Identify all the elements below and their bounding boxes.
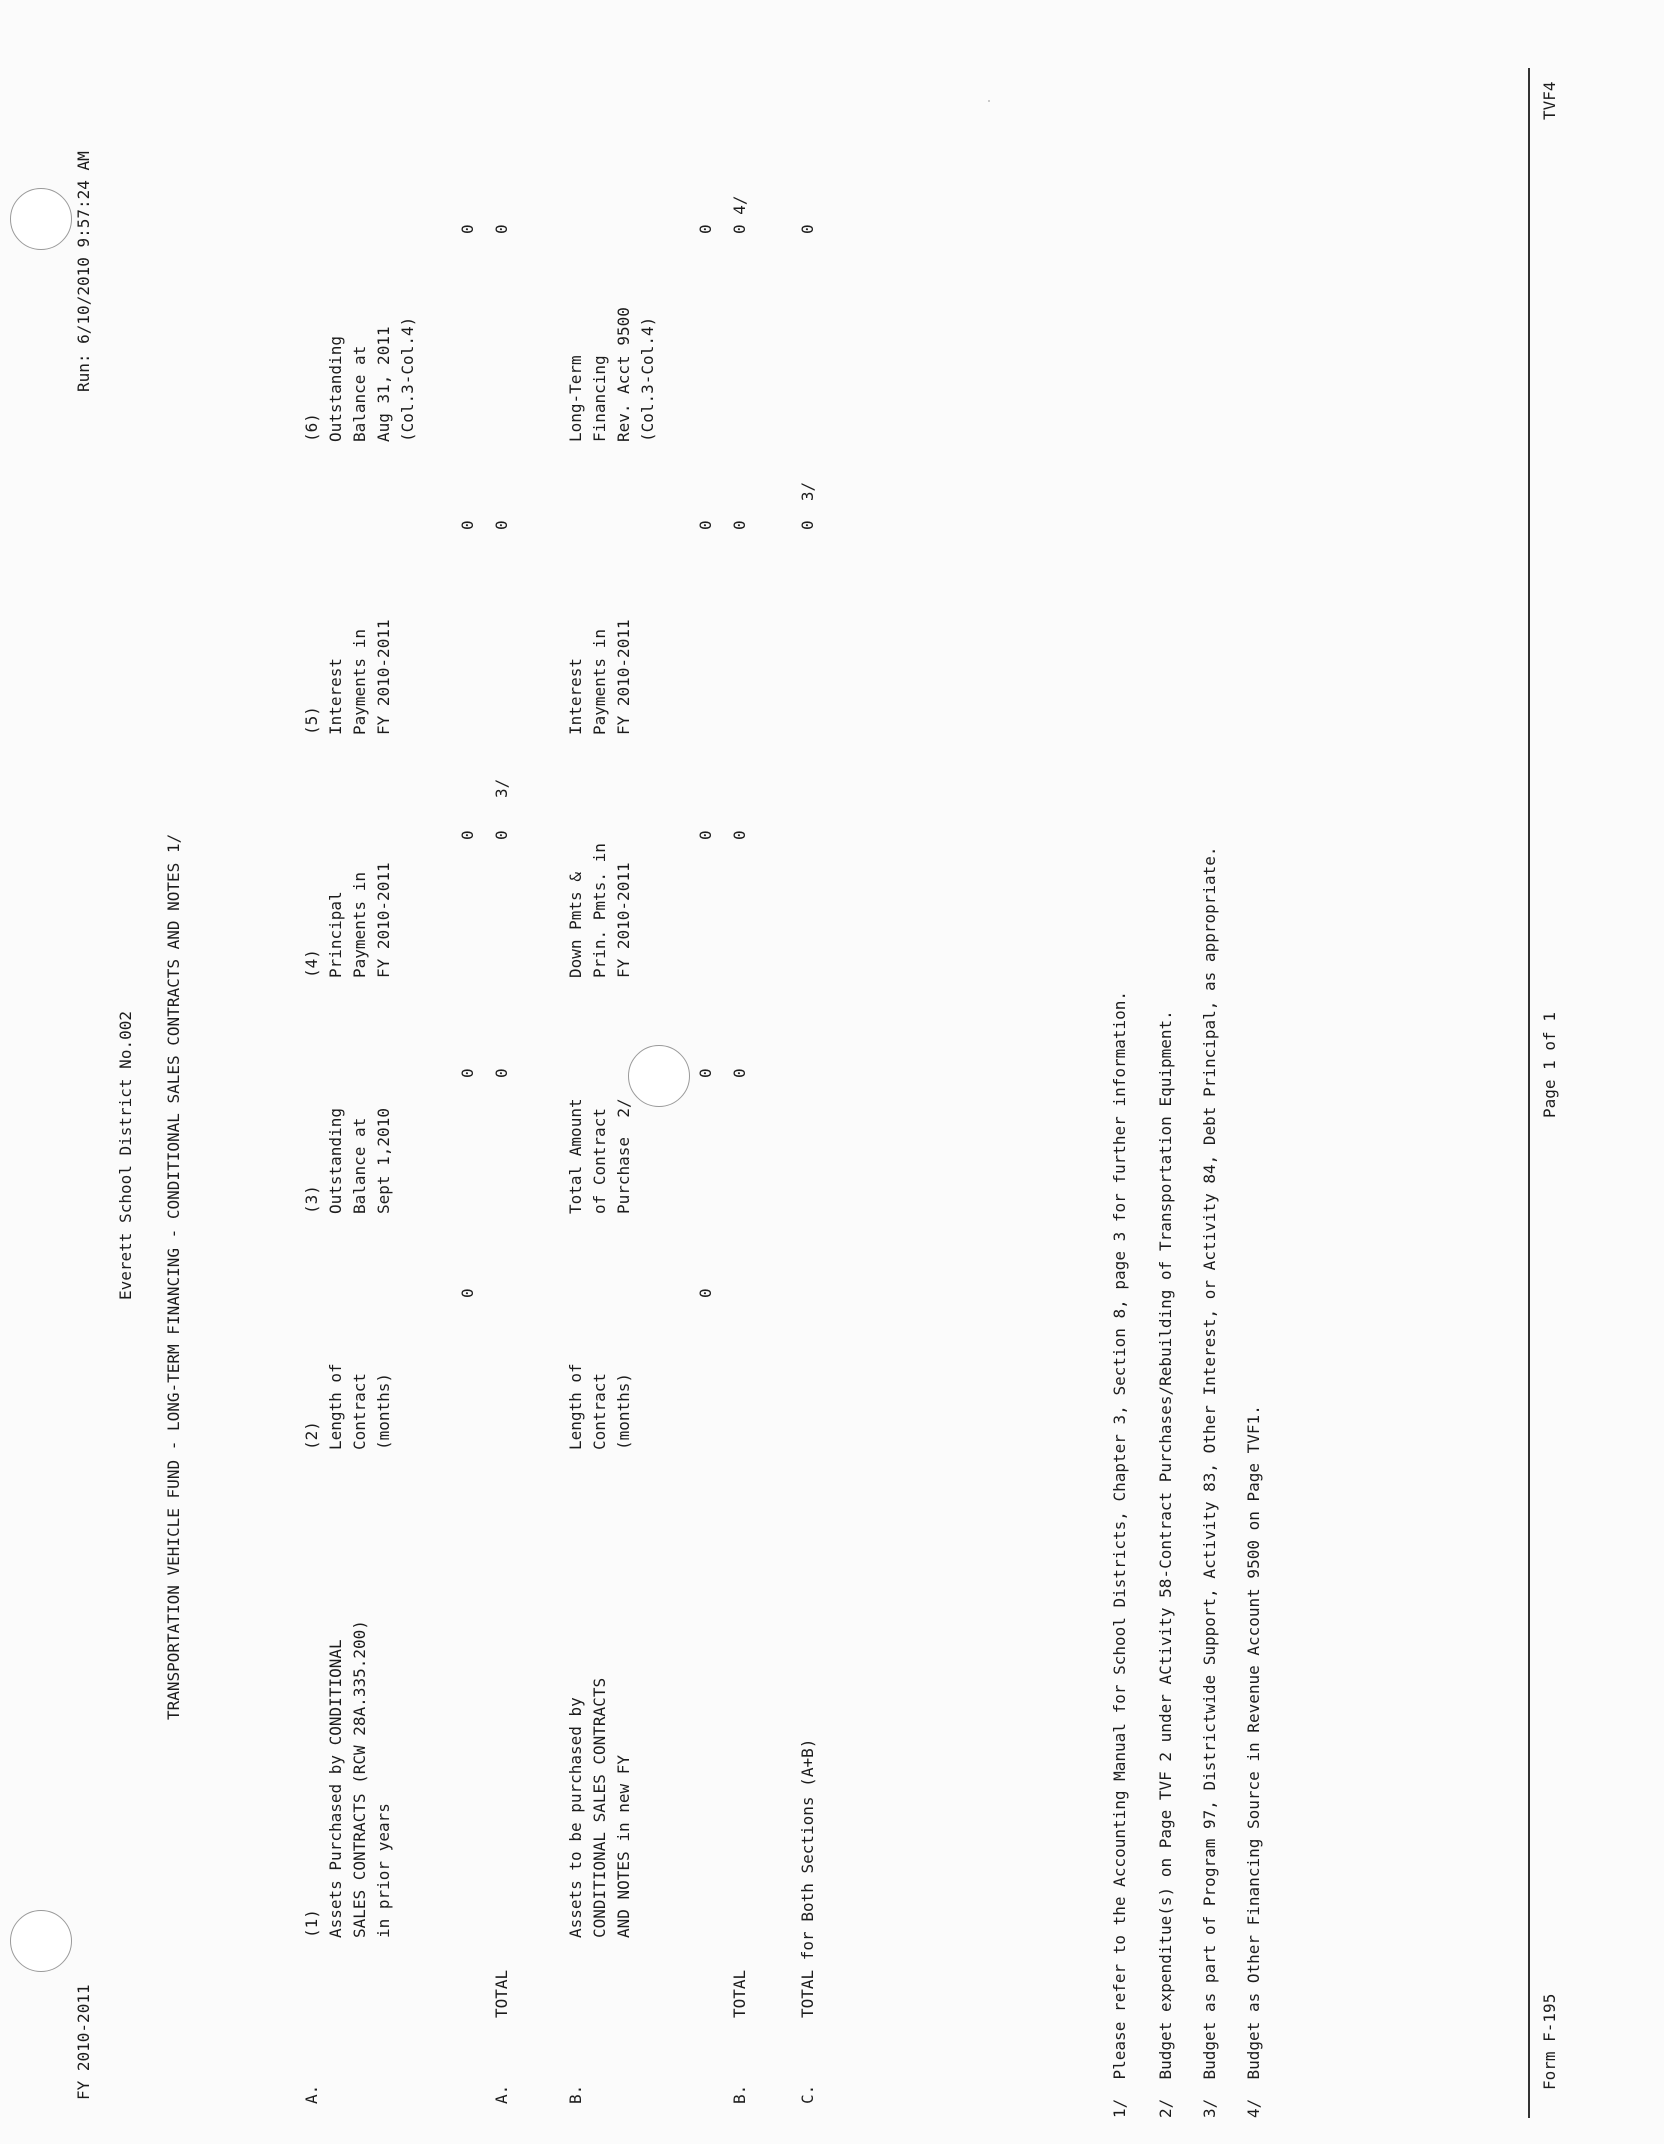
footnote-3: 3/ Budget as part of Program 97, Districtwide Support, Activity 83, Other Interest, or Activity 84, Debt Principal, as appropriate. (1200, 846, 1219, 2118)
section-a-col5-line1: Interest (326, 657, 345, 735)
scan-speck (988, 100, 990, 102)
punch-hole-middle (628, 1045, 690, 1107)
punch-hole-bottom (10, 1910, 72, 1972)
section-b-col6-line4: (Col.3-Col.4) (638, 316, 657, 442)
section-a-col4-num: (4) (302, 949, 321, 978)
run-timestamp: Run: 6/10/2010 9:57:24 AM (74, 151, 93, 392)
section-a-col2-line2: Contract (350, 1372, 369, 1450)
footer-rule (1528, 68, 1530, 2118)
section-b-total-interest: 0 (730, 830, 749, 840)
section-b-total-down-payments: 0 (730, 1068, 749, 1078)
footnote-1: 1/ Please refer to the Accounting Manual for School Districts, Chapter 3, Section 8, page 3 for further information. (1110, 990, 1129, 2118)
section-c-total-col7: 0 (798, 224, 817, 234)
section-b-col6-line1: Long-Term (566, 355, 585, 442)
section-a-col6-line4: (Col.3-Col.4) (398, 316, 417, 442)
section-a-col2-line1: Length of (326, 1363, 345, 1450)
section-a-col1-line2: SALES CONTRACTS (RCW 28A.335.200) (350, 1620, 369, 1938)
section-a-col3-line2: Balance at (350, 1117, 369, 1214)
section-c-letter: C. (798, 2084, 817, 2104)
section-a-col3-line1: Outstanding (326, 1108, 345, 1214)
section-b-col3-line1: Total Amount (566, 1098, 585, 1214)
section-a-total-col6: 0 (492, 520, 511, 530)
section-a-col3-line3: Sept 1,2010 (374, 1108, 393, 1214)
section-a-col1-num: (1) (302, 1909, 321, 1938)
section-a-total-label: TOTAL (492, 1969, 511, 2018)
section-a-col3-num: (3) (302, 1185, 321, 1214)
section-a-col5-num: (5) (302, 706, 321, 735)
section-b-col4-line1: Down Pmts & (566, 872, 585, 978)
section-a-col5-line3: FY 2010-2011 (374, 619, 393, 735)
section-b-row-interest: 0 (696, 830, 715, 840)
report-title: TRANSPORTATION VEHICLE FUND - LONG-TERM FINANCING - CONDITIONAL SALES CONTRACTS AND NOTES 1/ (164, 833, 183, 1720)
section-b-col5-line3: FY 2010-2011 (614, 619, 633, 735)
section-a-col4-line1: Principal (326, 891, 345, 978)
section-a-col1-line3: in prior years (374, 1803, 393, 1938)
section-a-row-outstanding-balance: 0 (458, 1288, 477, 1298)
section-a-total-interest-note: 3/ (492, 778, 511, 798)
section-a-col2-line3: (months) (374, 1372, 393, 1450)
section-a-col1-line1: Assets Purchased by CONDITIONAL (326, 1639, 345, 1938)
section-b-row-col7: 0 (696, 224, 715, 234)
section-b-col6-line3: Rev. Acct 9500 (614, 307, 633, 442)
fiscal-year: FY 2010-2011 (74, 1984, 93, 2100)
section-b-col5-line1: Interest (566, 657, 585, 735)
section-a-row-principal: 0 (458, 1068, 477, 1078)
section-b-col2-line1: Length of (566, 1363, 585, 1450)
section-b-col6-line2: Financing (590, 355, 609, 442)
section-b-total-letter: B. (730, 2084, 749, 2104)
section-a-total-principal: 0 (492, 1068, 511, 1078)
section-a-row-col7: 0 (458, 224, 477, 234)
section-a-total-interest: 0 (492, 830, 511, 840)
section-b-col3-line3: Purchase 2/ (614, 1098, 633, 1214)
section-b-row-total-amount: 0 (696, 1288, 715, 1298)
section-a-col6-line2: Balance at (350, 345, 369, 442)
section-a-col5-line2: Payments in (350, 629, 369, 735)
section-b-col2-line3: (months) (614, 1372, 633, 1450)
section-a-col2-num: (2) (302, 1421, 321, 1450)
section-c-total-col6: 0 3/ (798, 481, 817, 530)
form-code: TVF4 (1540, 81, 1559, 120)
section-a-total-letter: A. (492, 2084, 511, 2104)
section-b-col4-line3: FY 2010-2011 (614, 862, 633, 978)
page-number: Page 1 of 1 (1540, 1012, 1559, 1118)
section-b-letter: B. (566, 2084, 585, 2104)
footnote-2: 2/ Budget expenditue(s) on Page TVF 2 under ACtivity 58-Contract Purchases/Rebuilding of Transportation Equipment. (1156, 1010, 1175, 2118)
section-a-row-interest: 0 (458, 830, 477, 840)
section-b-col3-line2: of Contract (590, 1108, 609, 1214)
section-a-col6-line3: Aug 31, 2011 (374, 326, 393, 442)
section-b-row-col6: 0 (696, 520, 715, 530)
section-a-letter: A. (302, 2084, 321, 2104)
section-a-col4-line2: Payments in (350, 872, 369, 978)
section-b-col1-line1: Assets to be purchased by (566, 1697, 585, 1938)
section-b-total-col6: 0 (730, 520, 749, 530)
section-a-col6-line1: Outstanding (326, 336, 345, 442)
section-b-col1-line2: CONDITIONAL SALES CONTRACTS (590, 1677, 609, 1938)
section-b-col5-line2: Payments in (590, 629, 609, 735)
punch-hole-top (10, 188, 72, 250)
section-a-col4-line3: FY 2010-2011 (374, 862, 393, 978)
section-c-total-label: TOTAL for Both Sections (A+B) (798, 1738, 817, 2018)
section-b-col1-line3: AND NOTES in new FY (614, 1754, 633, 1938)
section-b-row-down-payments: 0 (696, 1068, 715, 1078)
district-name: Everett School District No.002 (116, 1011, 135, 1300)
section-a-row-col6: 0 (458, 520, 477, 530)
section-b-total-label: TOTAL (730, 1969, 749, 2018)
section-a-total-col7: 0 (492, 224, 511, 234)
form-number: Form F-195 (1540, 1993, 1559, 2090)
section-b-col2-line2: Contract (590, 1372, 609, 1450)
section-a-col6-num: (6) (302, 413, 321, 442)
section-b-total-col7: 0 4/ (730, 195, 749, 234)
footnote-4: 4/ Budget as Other Financing Source in Revenue Account 9500 on Page TVF1. (1244, 1405, 1263, 2118)
section-b-col4-line2: Prin. Pmts. in (590, 843, 609, 978)
